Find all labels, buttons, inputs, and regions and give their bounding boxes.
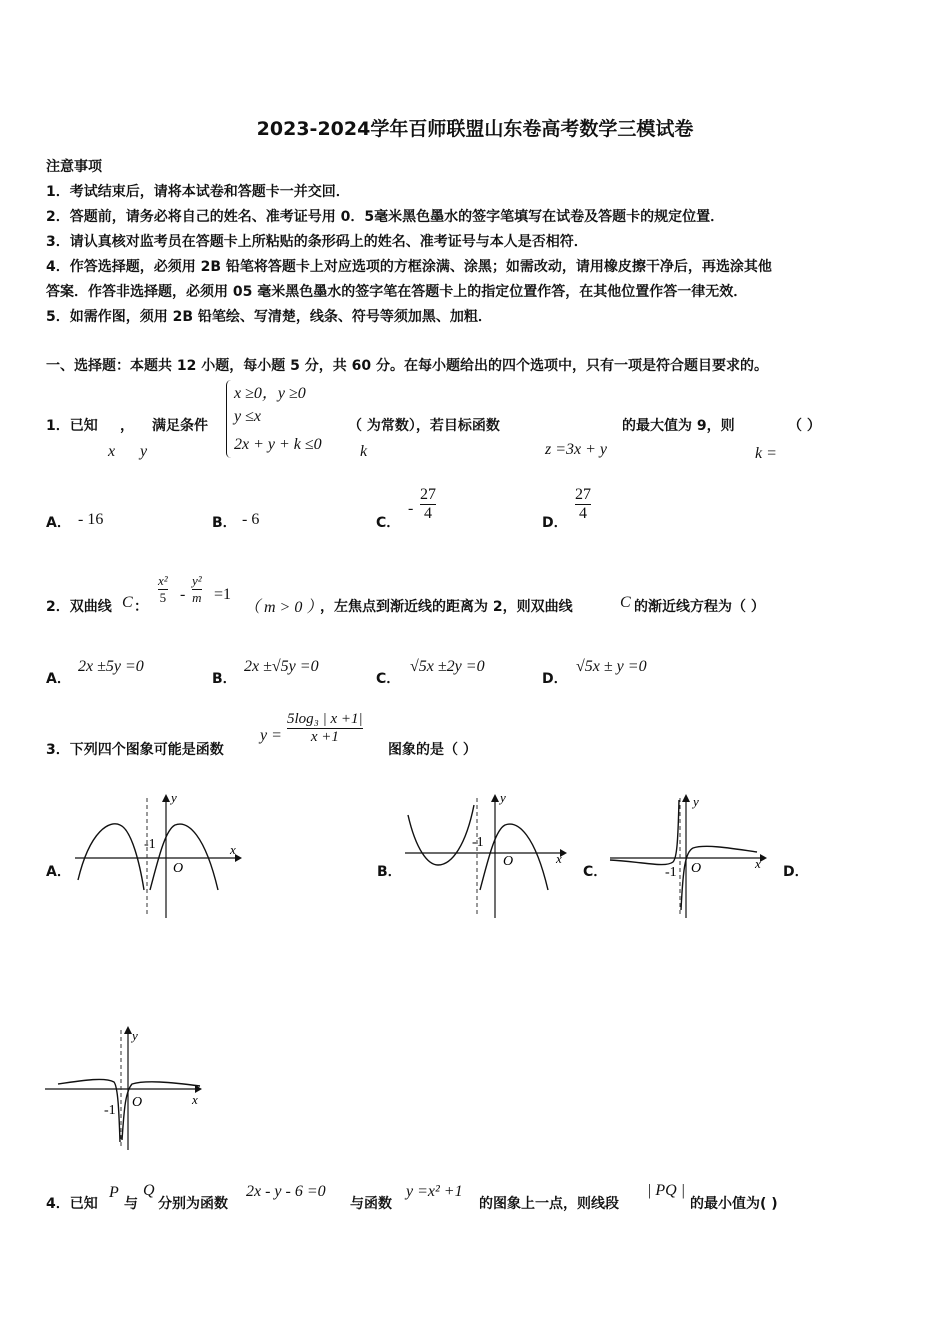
x-label: x	[556, 851, 562, 866]
q2-stem: 2．双曲线	[46, 599, 112, 615]
q1-option-c[interactable]	[420, 486, 436, 523]
q3-graph-c[interactable]	[605, 790, 775, 920]
x-label: x	[230, 842, 236, 857]
neg-one-label: -1	[665, 865, 677, 880]
q4-stem: 4．已知	[46, 1196, 98, 1212]
x-label: x	[755, 856, 761, 871]
q1-comma: ，	[120, 418, 134, 434]
origin-label: O	[132, 1095, 143, 1110]
neg-one-label: -1	[144, 837, 156, 852]
neg-one-label: -1	[104, 1103, 116, 1118]
q1-sys-1: x ≥0，y ≥0	[234, 385, 306, 402]
q1-option-c-den: 4	[424, 505, 432, 522]
q2-text2: 的渐近线方程为（ ）	[634, 599, 765, 615]
q2-frac-y	[192, 573, 202, 606]
q4-curve: y =x² +1	[406, 1183, 463, 1200]
q4-text4: 的图象上一点，则线段	[479, 1196, 619, 1212]
origin-label: O	[173, 861, 184, 876]
q1-max: 的最大值为 9，则	[622, 418, 735, 434]
q2-option-c-label[interactable]: C．	[376, 671, 401, 687]
q3-option-a-label[interactable]: A．	[46, 864, 71, 880]
q3-option-c-label[interactable]: C．	[583, 864, 608, 880]
q1-option-a[interactable]: - 16	[78, 511, 104, 528]
q1-option-c-label[interactable]: C．	[376, 515, 401, 531]
q2-frac-x	[158, 573, 168, 606]
y-axis-arrow-icon	[162, 794, 170, 802]
q2-option-a[interactable]: 2x ±5y =0	[78, 658, 144, 675]
q1-objective: z =3x + y	[545, 441, 608, 458]
notice-item: 1．考试结束后，请将本试卷和答题卡一并交回．	[46, 184, 350, 200]
q1-option-b-label[interactable]: B．	[212, 515, 237, 531]
q1-option-d-num: 27	[575, 486, 591, 503]
neg-one-label: -1	[472, 835, 484, 850]
x-axis-arrow-icon	[235, 854, 242, 862]
q2-x2: x²	[158, 573, 168, 588]
y-axis-arrow-icon	[682, 794, 690, 802]
q4-text5: 的最小值为( )	[690, 1196, 778, 1212]
q2-option-a-label[interactable]: A．	[46, 671, 71, 687]
y-label: y	[171, 790, 177, 805]
q2-c2: C	[620, 594, 631, 611]
q2-option-b-label[interactable]: B．	[212, 671, 237, 687]
q1-option-c-num: 27	[420, 486, 436, 503]
q1-stem: 1．已知	[46, 418, 98, 434]
q3-text2: 图象的是（ ）	[388, 742, 477, 758]
q4-and: 与	[124, 1196, 138, 1212]
q1-var-y: y	[140, 443, 148, 460]
q2-colon: ：	[134, 599, 148, 615]
notice-heading: 注意事项	[46, 159, 102, 175]
section-heading: 一、选择题：本题共 12 小题，每小题 5 分，共 60 分。在每小题给出的四个选项中，只有一项是符合题目要求的。	[46, 358, 768, 374]
x-axis-arrow-icon	[760, 854, 767, 862]
curve-right	[681, 846, 757, 910]
x-label: x	[192, 1092, 198, 1107]
q2-option-b[interactable]: 2x ±√5y =0	[244, 658, 319, 675]
q1-paren-k: （ 为常数），若目标函数	[348, 418, 500, 434]
q1-k-eq: k =	[755, 445, 777, 462]
q1-option-d[interactable]	[575, 486, 591, 523]
q1-var-k: k	[360, 443, 368, 460]
curve-right	[122, 1082, 200, 1140]
q3-y-eq: y =	[260, 727, 282, 744]
q3-option-d-label[interactable]: D．	[783, 864, 809, 880]
q2-m: m	[192, 590, 202, 605]
q3-num: 5log₃ | x +1|	[287, 711, 363, 727]
curve-left	[78, 824, 144, 890]
q1-option-c-sign[interactable]: -	[408, 500, 414, 517]
q3-den: x +1	[310, 729, 339, 745]
q2-option-c[interactable]: √5x ±2y =0	[410, 658, 485, 675]
y-label: y	[693, 794, 699, 809]
q4-text3: 与函数	[350, 1196, 392, 1212]
q4-text2: 分别为函数	[158, 1196, 228, 1212]
q2-option-d-label[interactable]: D．	[542, 671, 568, 687]
q1-option-b[interactable]: - 6	[242, 511, 260, 528]
q1-answer-blank: （ ）	[788, 418, 821, 434]
q4-pq: | PQ |	[647, 1182, 686, 1199]
q1-option-d-den: 4	[579, 505, 587, 522]
q2-eq1: =1	[214, 586, 232, 603]
q4-p: P	[109, 1184, 119, 1201]
y-label: y	[500, 790, 506, 805]
y-axis-arrow-icon	[491, 794, 499, 802]
q1-option-d-label[interactable]: D．	[542, 515, 568, 531]
notice-item: 4．作答选择题，必须用 2B 铅笔将答题卡上对应选项的方框涂满、涂黑；如需改动，请用橡皮擦干净后，再选涂其他	[46, 259, 772, 275]
q4-line: 2x - y - 6 =0	[246, 1183, 326, 1200]
q1-sys-2: y ≤x	[234, 408, 261, 425]
curve-right	[150, 824, 218, 890]
q2-cond: （ m > 0 ）	[244, 599, 323, 616]
page-title: 2023-2024学年百师联盟山东卷高考数学三模试卷	[256, 118, 694, 140]
q2-five: 5	[159, 590, 167, 605]
q2-option-d[interactable]: √5x ± y =0	[576, 658, 647, 675]
y-axis-arrow-icon	[124, 1026, 132, 1034]
q3-graph-b[interactable]	[400, 790, 580, 920]
q2-text: ，左焦点到渐近线的距离为 2，则双曲线	[320, 599, 573, 615]
notice-item: 5．如需作图，须用 2B 铅笔绘、写清楚，线条、符号等须加黑、加粗．	[46, 309, 492, 325]
q3-function	[287, 711, 363, 746]
y-label: y	[132, 1028, 138, 1043]
curve-left	[408, 805, 474, 865]
q2-minus: -	[180, 586, 186, 603]
q4-q: Q	[143, 1182, 155, 1199]
q3-graph-a[interactable]	[70, 790, 250, 920]
q2-y2: y²	[192, 573, 202, 588]
origin-label: O	[503, 854, 514, 869]
notice-item: 3．请认真核对监考员在答题卡上所粘贴的条形码上的姓名、准考证号与本人是否相符．	[46, 234, 588, 250]
curve-left	[610, 800, 679, 865]
notice-item: 2．答题前，请务必将自己的姓名、准考证号用 0．5毫米黑色墨水的签字笔填写在试卷及答题卡的规定位置．	[46, 209, 725, 225]
q1-var-x: x	[108, 443, 116, 460]
q1-system-brace	[226, 380, 231, 458]
origin-label: O	[691, 861, 702, 876]
q1-cond: 满足条件	[152, 418, 208, 434]
q2-c: C	[122, 594, 133, 611]
q1-sys-3: 2x + y + k ≤0	[234, 436, 322, 453]
q3-option-b-label[interactable]: B．	[377, 864, 402, 880]
q3-stem: 3．下列四个图象可能是函数	[46, 742, 224, 758]
curve-right	[480, 824, 548, 890]
notice-item: 答案．作答非选择题，必须用 05 毫米黑色墨水的签字笔在答题卡上的指定位置作答，在其他位置作答一律无效．	[46, 284, 748, 300]
q1-option-a-label[interactable]: A．	[46, 515, 71, 531]
q3-graph-d[interactable]	[40, 1022, 215, 1152]
